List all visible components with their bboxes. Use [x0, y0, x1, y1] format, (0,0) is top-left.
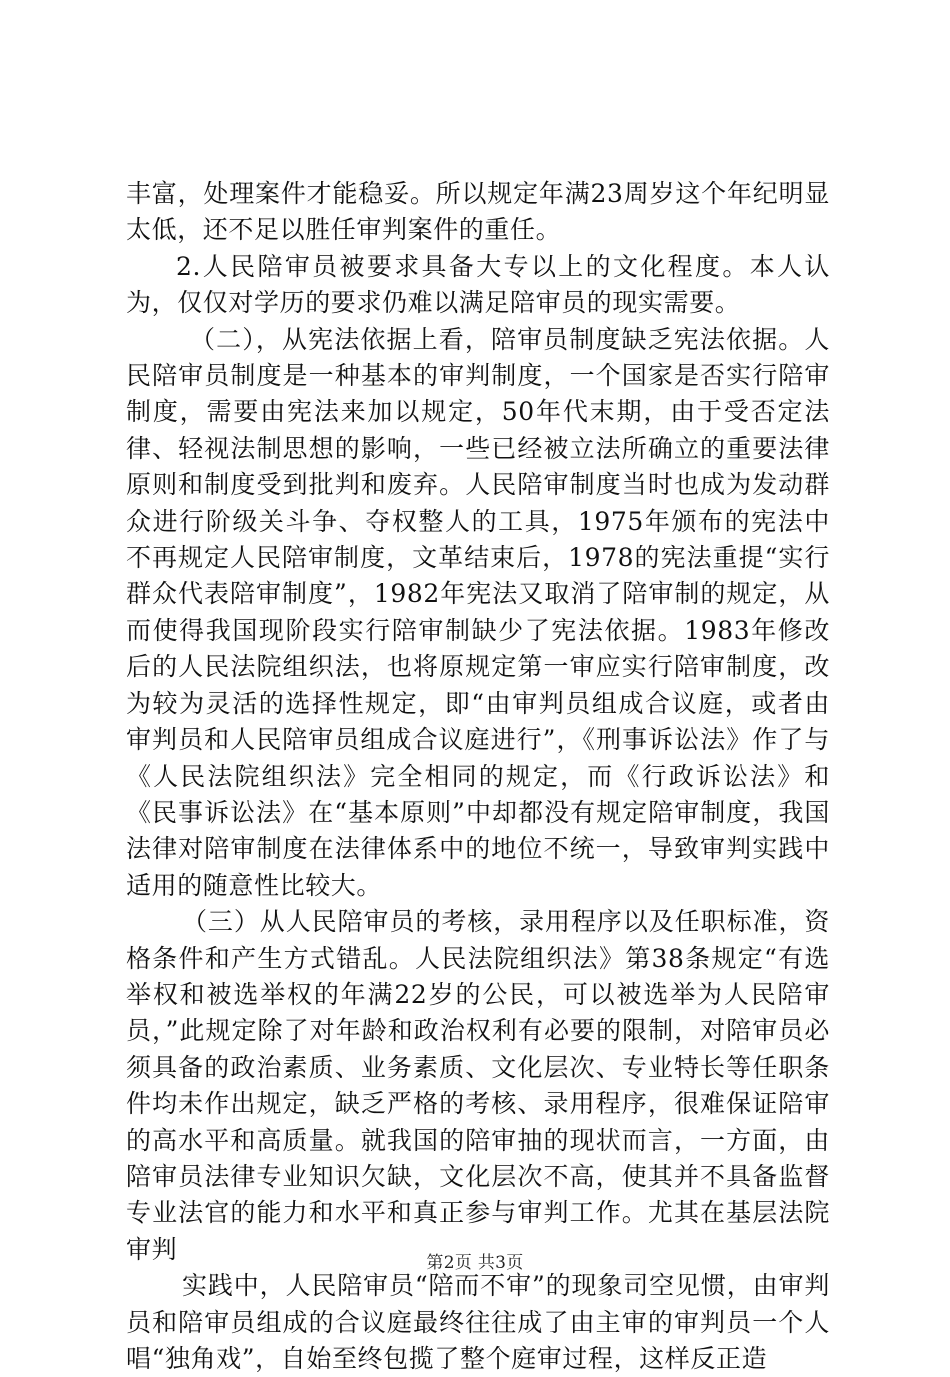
document-body: [126, 176, 830, 1377]
paragraph-practice: 实践中，人民陪审员“陪而不审”的现象司空见惯，由审判员和陪审员组成的合议庭最终往往成了由主审的审判员一个人唱“独角戏”，自始至终包揽了整个庭审过程，这样反正造: [126, 1271, 830, 1373]
paragraph-continuation: 丰富，处理案件才能稳妥。所以规定年满23周岁这个年纪明显太低，还不足以胜任审判案件的重任。: [126, 179, 830, 245]
paragraph-education-requirement: 2.人民陪审员被要求具备大专以上的文化程度。本人认为，仅仅对学历的要求仍难以满足陪审员的现实需要。: [126, 251, 830, 318]
paragraph-constitutional-basis: （二），从宪法依据上看，陪审员制度缺乏宪法依据。人民陪审员制度是一种基本的审判制度，一个国家是否实行陪审制度，需要由宪法来加以规定，50年代末期，由于受否定法律、轻视法制思想的影响，一些已经被立法所确立的重要法律原则和制度受到批判和废弃。人民陪审制度当时也成为发动群众进行阶级关斗争、夺权整人的工具，1975年颁布的宪法中不再规定人民陪审制度，文革结束后，1978的宪法重提“实行群众代表陪审制度”，1982年宪法又取消了陪审制的规定，从而使得我国现阶段实行陪审制缺少了宪法依据。1983年修改后的人民法院组织法，也将原规定第一审应实行陪审制度，改为较为灵活的选择性规定，即“由审判员组成合议庭，或者由审判员和人民陪审员组成合议庭进行”，《刑事诉讼法》作了与《人民法院组织法》完全相同的规定，而《行政诉讼法》和《民事诉讼法》在“基本原则”中却都没有规定陪审制度，我国法律对陪审制度在法律体系中的地位不统一，导致审判实践中适用的随意性比较大。: [126, 324, 830, 900]
paragraph-assessment-procedure: （三）从人民陪审员的考核，录用程序以及任职标准，资格条件和产生方式错乱。人民法院组织法》第38条规定“有选举权和被选举权的年满22岁的公民，可以被选举为人民陪审员，”此规定除了对年龄和政治权利有必要的限制，对陪审员必须具备的政治素质、业务素质、文化层次、专业特长等任职条件均未作出规定，缺乏严格的考核、录用程序，很难保证陪审的高水平和高质量。就我国的陪审抽的现状而言，一方面，由陪审员法律专业知识欠缺，文化层次不高，使其并不具备监督专业法官的能力和水平和真正参与审判工作。尤其在基层法院审判: [126, 907, 830, 1264]
page-footer: 第2页 共3页: [426, 1253, 524, 1273]
